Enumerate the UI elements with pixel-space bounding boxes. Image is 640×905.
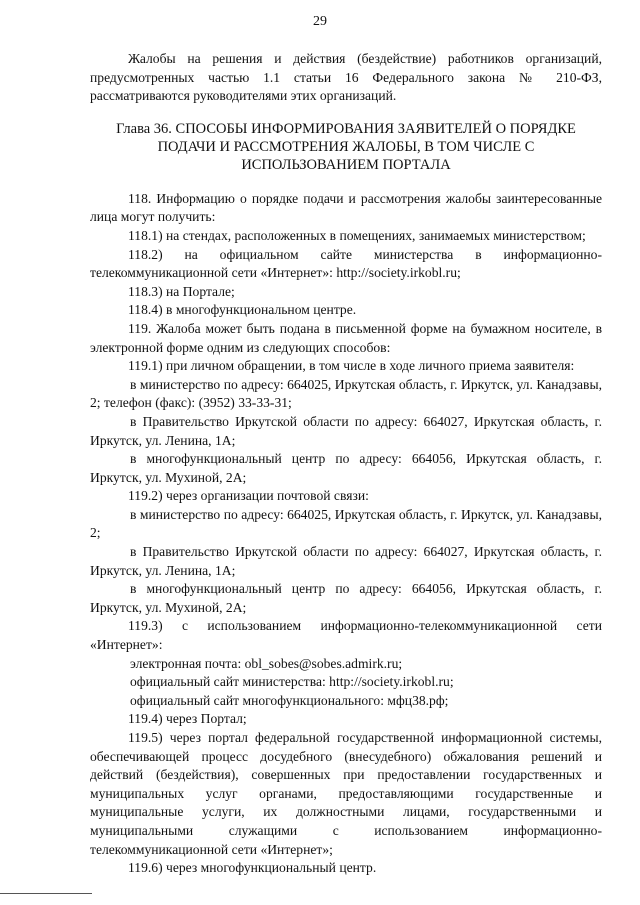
ministry-site-line: официальный сайт министерства: http://society.irkobl.ru; bbox=[130, 674, 454, 690]
paragraph-118-2: 118.2) на официальном сайте министерства в информационно-телекоммуникационной сети «Интернет»: http://society.irkobl.ru; bbox=[90, 246, 602, 281]
address-mfc-post: в многофункциональный центр по адресу: 664056, Иркутская область, г. Иркутск, ул. Мухиной, 2А; bbox=[90, 581, 602, 615]
page-number: 29 bbox=[313, 14, 327, 29]
paragraph-119-6: 119.6) через многофункциональный центр. bbox=[128, 860, 377, 876]
paragraph-118-1: 118.1) на стендах, расположенных в помещениях, занимаемых министерством; bbox=[128, 227, 586, 243]
intro-paragraph: Жалобы на решения и действия (бездействие) работников организаций, предусмотренных частью 1.1 статьи 16 Федерального закона № 210-ФЗ, рассматриваются руководителями этих организаций. bbox=[90, 51, 602, 104]
address-ministry-post: в министерство по адресу: 664025, Иркутская область, г. Иркутск, ул. Канадзавы, 2; bbox=[90, 506, 602, 541]
footnote-divider bbox=[0, 893, 92, 894]
address-government-in-person: в Правительство Иркутской области по адресу: 664027, Иркутская область, г. Иркутск, ул. Ленина, 1А; bbox=[90, 413, 602, 448]
address-ministry-in-person: в министерство по адресу: 664025, Иркутская область, г. Иркутск, ул. Канадзавы, 2; телефон (факс): (3952) 33-33-31; bbox=[90, 376, 602, 411]
address-government-post: в Правительство Иркутской области по адресу: 664027, Иркутская область, г. Иркутск, ул. Ленина, 1А; bbox=[90, 544, 602, 578]
paragraph-119: 119. Жалоба может быть подана в письменной форме на бумажном носителе, в электронной форме одним из следующих способов: bbox=[90, 320, 602, 355]
document-body bbox=[90, 50, 602, 878]
paragraph-118-4: 118.4) в многофункциональном центре. bbox=[128, 302, 357, 318]
paragraph-119-4: 119.4) через Портал; bbox=[128, 711, 247, 727]
paragraph-118: 118. Информацию о порядке подачи и рассмотрения жалобы заинтересованные лица могут получить: bbox=[90, 190, 602, 225]
paragraph-119-3: 119.3) с использованием информационно-телекоммуникационной сети «Интернет»: bbox=[90, 618, 602, 653]
paragraph-119-5: 119.5) через портал федеральной государственной информационной системы, обеспечивающей процесс досудебного (внесудебного) обжалования решений и действий (бездействия), совершенных при предоставлении государственных и муниципальных услуг органами, предоставляющими государственные и муниципальные услуги, их должностными лицами, государственными и муниципальными служащими с использованием информационно-телекоммуникационной сети «Интернет»; bbox=[90, 730, 602, 857]
address-mfc-in-person: в многофункциональный центр по адресу: 664056, Иркутская область, г. Иркутск, ул. Мухиной, 2А; bbox=[90, 451, 602, 485]
chapter-heading: Глава 36. СПОСОБЫ ИНФОРМИРОВАНИЯ ЗАЯВИТЕЛЕЙ О ПОРЯДКЕ ПОДАЧИ И РАССМОТРЕНИЯ ЖАЛОБЫ, В ТОМ ЧИСЛЕ С ИСПОЛЬЗОВАНИЕМ ПОРТАЛА bbox=[116, 120, 576, 173]
mfc-site-line: официальный сайт многофункционального: мфц38.рф; bbox=[130, 692, 449, 708]
paragraph-119-1: 119.1) при личном обращении, в том числе в ходе личного приема заявителя: bbox=[128, 358, 575, 374]
email-line: электронная почта: obl_sobes@sobes.admirk.ru; bbox=[130, 655, 403, 671]
paragraph-119-2: 119.2) через организации почтовой связи: bbox=[128, 488, 369, 504]
paragraph-118-3: 118.3) на Портале; bbox=[128, 283, 235, 299]
